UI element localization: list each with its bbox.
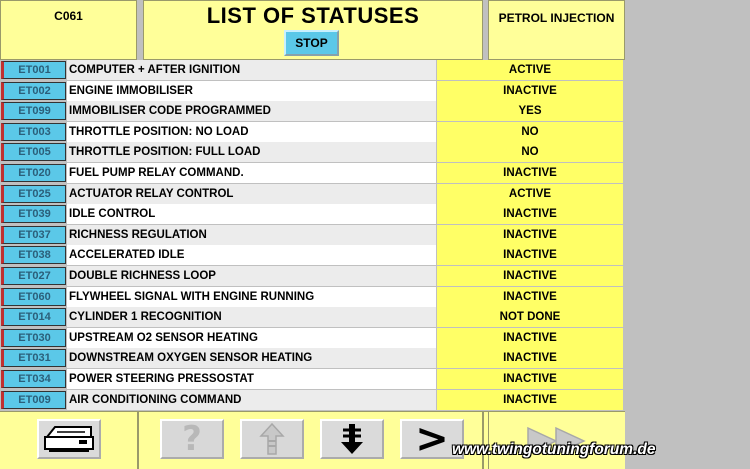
status-label: DOWNSTREAM OXYGEN SENSOR HEATING	[67, 348, 436, 368]
status-code-button[interactable]: ET099	[1, 102, 66, 120]
next-arrow-icon: >	[415, 416, 449, 462]
status-code-button[interactable]: ET003	[1, 123, 66, 141]
status-label: FLYWHEEL SIGNAL WITH ENGINE RUNNING	[67, 287, 436, 307]
status-row	[0, 348, 625, 369]
question-mark-icon: ?	[182, 419, 202, 459]
status-label: FUEL PUMP RELAY COMMAND.	[67, 163, 436, 183]
status-row	[0, 101, 625, 122]
status-value: INACTIVE	[437, 163, 623, 183]
scroll-down-button[interactable]	[320, 419, 384, 459]
status-code-button[interactable]: ET031	[1, 349, 66, 367]
status-value: NOT DONE	[437, 307, 623, 327]
bottom-toolbar	[0, 411, 625, 469]
status-code-button[interactable]: ET038	[1, 246, 66, 264]
status-code-button[interactable]: ET060	[1, 288, 66, 306]
status-value: INACTIVE	[437, 369, 623, 389]
status-label: DOUBLE RICHNESS LOOP	[67, 266, 436, 286]
status-value: INACTIVE	[437, 225, 623, 245]
status-value: INACTIVE	[437, 328, 623, 348]
status-label: ACTUATOR RELAY CONTROL	[67, 184, 436, 204]
status-row	[0, 81, 625, 102]
status-code-button[interactable]: ET039	[1, 205, 66, 223]
stop-button[interactable]: STOP	[284, 30, 339, 56]
screen-code-panel	[0, 0, 137, 60]
status-label: COMPUTER + AFTER IGNITION	[67, 60, 436, 80]
status-value: ACTIVE	[437, 60, 623, 80]
status-label: ENGINE IMMOBILISER	[67, 81, 436, 101]
status-value: ACTIVE	[437, 184, 623, 204]
status-label: CYLINDER 1 RECOGNITION	[67, 307, 436, 327]
status-row	[0, 122, 625, 143]
status-label: ACCELERATED IDLE	[67, 245, 436, 265]
status-code-button[interactable]: ET030	[1, 329, 66, 347]
status-code-button[interactable]: ET009	[1, 391, 66, 409]
status-value: INACTIVE	[437, 81, 623, 101]
status-code-button[interactable]: ET002	[1, 82, 66, 100]
status-label: IMMOBILISER CODE PROGRAMMED	[67, 101, 436, 121]
status-value: YES	[437, 101, 623, 121]
status-row	[0, 328, 625, 349]
status-value: INACTIVE	[437, 348, 623, 368]
status-label: IDLE CONTROL	[67, 204, 436, 224]
status-value: INACTIVE	[437, 245, 623, 265]
status-row	[0, 60, 625, 81]
status-row	[0, 163, 625, 184]
status-code-button[interactable]: ET037	[1, 226, 66, 244]
status-row	[0, 369, 625, 390]
scroll-up-icon	[257, 422, 287, 456]
status-row	[0, 266, 625, 287]
status-label: POWER STEERING PRESSOSTAT	[67, 369, 436, 389]
status-row	[0, 287, 625, 308]
scroll-down-icon	[337, 422, 367, 456]
status-value: INACTIVE	[437, 287, 623, 307]
status-value: INACTIVE	[437, 204, 623, 224]
status-label: AIR CONDITIONING COMMAND	[67, 390, 436, 410]
status-code-button[interactable]: ET014	[1, 308, 66, 326]
status-label: UPSTREAM O2 SENSOR HEATING	[67, 328, 436, 348]
status-row	[0, 245, 625, 266]
toolbar-divider	[137, 412, 139, 469]
scroll-up-button[interactable]	[240, 419, 304, 459]
status-table	[0, 60, 625, 410]
status-row	[0, 204, 625, 225]
status-value: NO	[437, 122, 623, 142]
status-value: NO	[437, 142, 623, 162]
mode-panel	[488, 0, 625, 60]
status-value: INACTIVE	[437, 266, 623, 286]
print-button[interactable]	[37, 419, 101, 459]
status-row	[0, 225, 625, 246]
help-button[interactable]	[160, 419, 224, 459]
status-code-button[interactable]: ET005	[1, 143, 66, 161]
status-label: RICHNESS REGULATION	[67, 225, 436, 245]
status-code-button[interactable]: ET027	[1, 267, 66, 285]
status-code-button[interactable]: ET034	[1, 370, 66, 388]
printer-icon	[41, 423, 97, 455]
watermark: www.twingotuningforum.de	[452, 441, 656, 458]
page-title: LIST OF STATUSES	[206, 3, 420, 28]
status-code-button[interactable]: ET020	[1, 164, 66, 182]
status-row	[0, 142, 625, 163]
screen-code: C061	[54, 9, 83, 23]
status-row	[0, 307, 625, 328]
status-code-button[interactable]: ET025	[1, 185, 66, 203]
title-panel	[143, 0, 483, 60]
status-row	[0, 390, 625, 411]
status-label: THROTTLE POSITION: NO LOAD	[67, 122, 436, 142]
status-value: INACTIVE	[437, 390, 623, 410]
status-row	[0, 184, 625, 205]
status-code-button[interactable]: ET001	[1, 61, 66, 79]
status-label: THROTTLE POSITION: FULL LOAD	[67, 142, 436, 162]
mode-label: PETROL INJECTION	[498, 11, 615, 25]
